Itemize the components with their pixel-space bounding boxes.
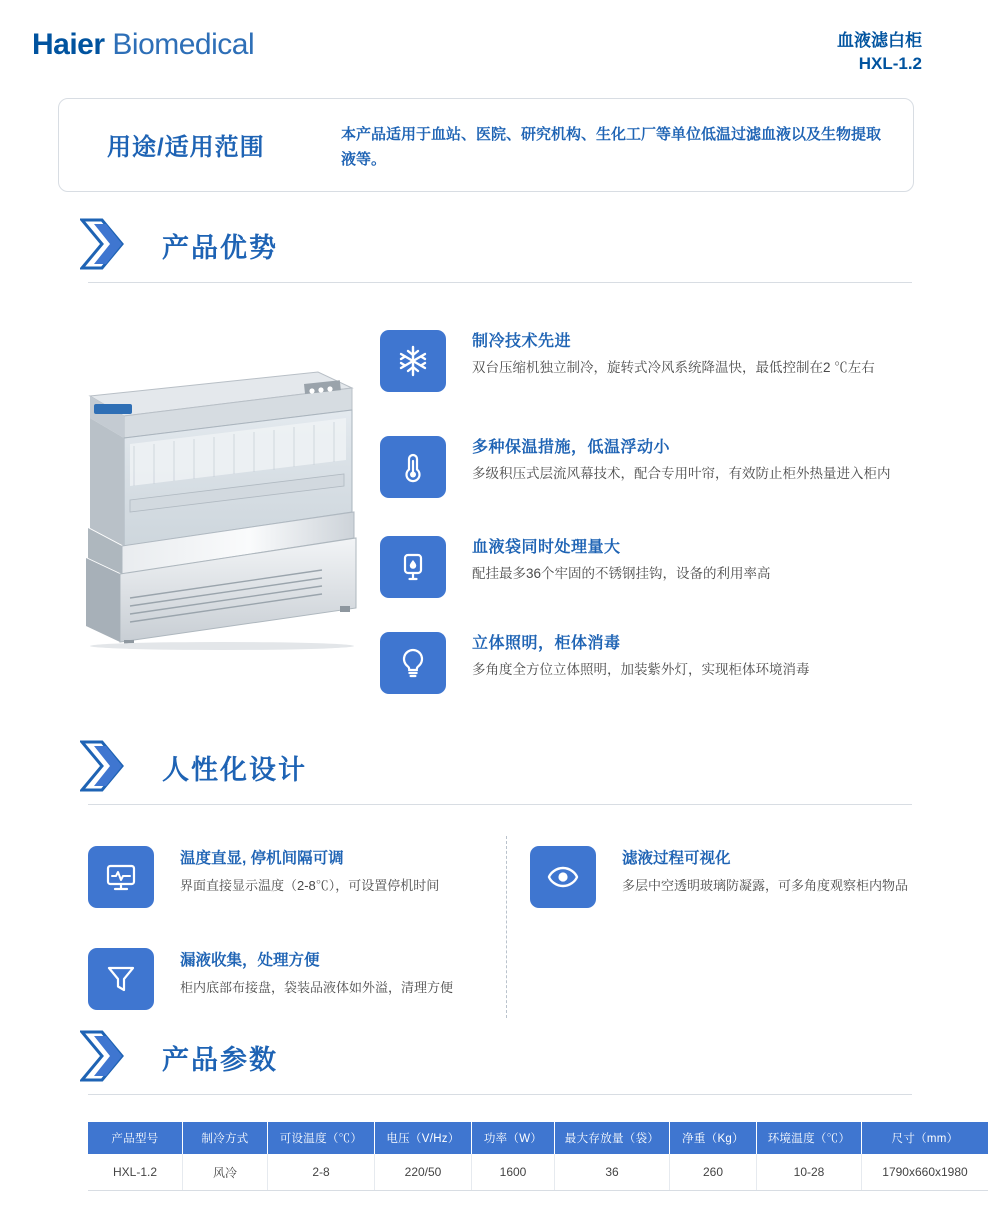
design-feature-desc: 柜内底部布接盘，袋装品液体如外溢，清理方便 — [180, 980, 454, 995]
table-cell: HXL-1.2 — [88, 1154, 183, 1191]
section-params-header — [58, 1030, 912, 1100]
brand-name-primary: Haier — [32, 28, 105, 61]
table-header-cell: 净重（Kg） — [670, 1122, 757, 1154]
eye-icon — [530, 846, 596, 908]
table-cell: 260 — [670, 1154, 757, 1191]
advantage-text — [472, 630, 902, 682]
column-divider — [506, 836, 507, 1018]
design-feature-title: 温度直显, 停机间隔可调 — [180, 850, 344, 867]
funnel-icon — [88, 948, 154, 1010]
chevron-right-icon — [80, 1030, 124, 1082]
advantage-title: 制冷技术先进 — [472, 333, 572, 350]
table-header-cell: 功率（W） — [472, 1122, 555, 1154]
table-header-cell: 可设温度（℃） — [268, 1122, 375, 1154]
table-cell: 风冷 — [183, 1154, 268, 1191]
advantage-text — [472, 534, 902, 586]
advantage-title: 血液袋同时处理量大 — [472, 539, 621, 556]
product-photo — [72, 360, 372, 650]
section-params-title: 产品参数 — [162, 1045, 278, 1075]
table-cell: 36 — [555, 1154, 670, 1191]
usage-scope-box — [58, 98, 914, 192]
lightbulb-icon — [380, 632, 446, 694]
page-header — [0, 0, 990, 86]
product-identity — [837, 30, 922, 76]
product-params-table — [88, 1122, 988, 1191]
monitor-icon — [88, 846, 154, 908]
design-feature-text — [180, 948, 500, 998]
table-header-cell: 最大存放量（袋） — [555, 1122, 670, 1154]
table-header-cell: 产品型号 — [88, 1122, 183, 1154]
table-header-cell: 制冷方式 — [183, 1122, 268, 1154]
table-header-cell: 尺寸（mm） — [862, 1122, 989, 1154]
blood-bag-icon — [380, 536, 446, 598]
thermometer-icon — [380, 436, 446, 498]
section-divider — [88, 1094, 912, 1095]
brand-name-secondary: Biomedical — [112, 28, 255, 61]
section-design-title: 人性化设计 — [162, 755, 307, 785]
section-divider — [88, 282, 912, 283]
table-cell: 1790x660x1980 — [862, 1154, 989, 1191]
design-feature-desc: 多层中空透明玻璃防凝露，可多角度观察柜内物品 — [622, 878, 909, 893]
section-advantages-title: 产品优势 — [162, 233, 278, 263]
table-cell: 2-8 — [268, 1154, 375, 1191]
advantage-text — [472, 434, 902, 486]
product-model-code: HXL-1.2 — [858, 53, 922, 73]
usage-scope-title: 用途/适用范围 — [107, 134, 265, 161]
table-header-cell: 环境温度（℃） — [757, 1122, 862, 1154]
advantage-desc: 双台压缩机独立制冷，旋转式冷风系统降温快，最低控制在2 ℃左右 — [472, 360, 875, 375]
table-row — [88, 1154, 988, 1191]
design-feature-title: 漏液收集，处理方便 — [180, 952, 320, 969]
usage-scope-text: 本产品适用于血站、医院、研究机构、生化工厂等单位低温过滤血液以及生物提取液等。 — [341, 126, 882, 168]
section-divider — [88, 804, 912, 805]
brand-logo — [32, 28, 254, 62]
advantage-text — [472, 328, 902, 380]
advantage-desc: 多角度全方位立体照明，加装紫外灯，实现柜体环境消毒 — [472, 662, 810, 677]
advantage-title: 立体照明，柜体消毒 — [472, 635, 621, 652]
design-feature-desc: 界面直接显示温度（2-8℃），可设置停机时间 — [180, 878, 440, 893]
design-feature-title: 滤液过程可视化 — [622, 850, 731, 867]
table-cell: 220/50 — [375, 1154, 472, 1191]
table-header-cell: 电压（V/Hz） — [375, 1122, 472, 1154]
chevron-right-icon — [80, 218, 124, 270]
advantage-desc: 配挂最多36个牢固的不锈钢挂钩，设备的利用率高 — [472, 566, 771, 581]
table-cell: 10-28 — [757, 1154, 862, 1191]
design-feature-text — [180, 846, 500, 896]
advantage-desc: 多级积压式层流风幕技术，配合专用叶帘，有效防止柜外热量进入柜内 — [472, 466, 891, 481]
section-design-header — [58, 740, 912, 810]
table-cell: 1600 — [472, 1154, 555, 1191]
advantage-title: 多种保温措施，低温浮动小 — [472, 439, 671, 456]
table-header-row — [88, 1122, 988, 1154]
product-name: 血液滤白柜 — [837, 31, 922, 50]
section-advantages-header — [58, 218, 912, 288]
snowflake-icon — [380, 330, 446, 392]
chevron-right-icon — [80, 740, 124, 792]
design-feature-text — [622, 846, 942, 896]
